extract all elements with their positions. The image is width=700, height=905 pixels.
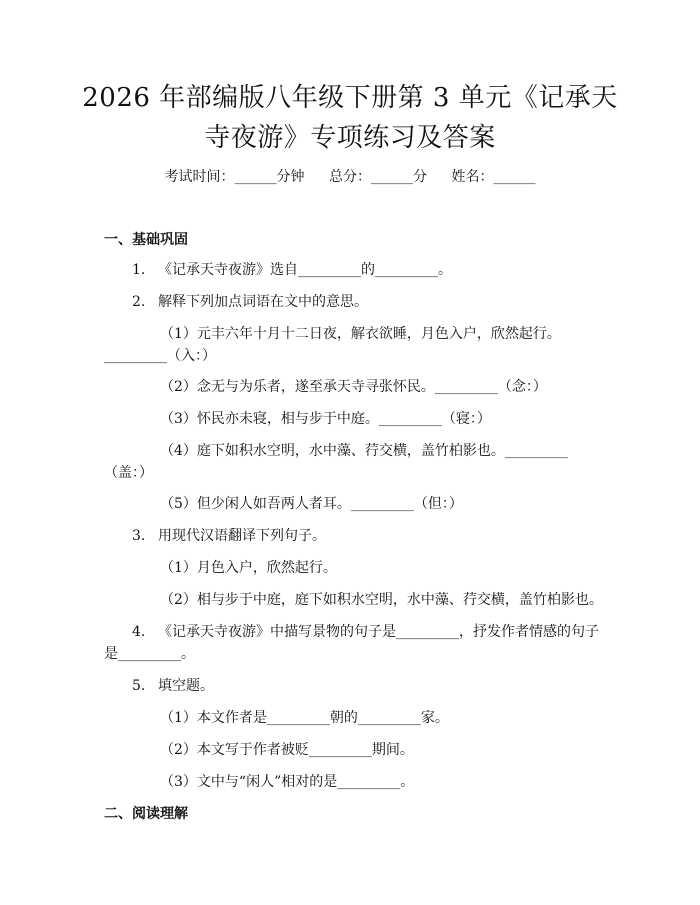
exam-time-field: 考试时间：______分钟 [164, 169, 305, 185]
question-5 [132, 675, 214, 697]
question-text: 《记承天寺夜游》选自_________的_________。 [158, 262, 452, 278]
question-text: 解释下列加点词语在文中的意思。 [158, 294, 368, 310]
question-number: 5. [132, 678, 146, 694]
question-5-item-3: （3）文中与“闲人”相对的是_________。 [160, 774, 415, 790]
question-text: 填空题。 [158, 678, 214, 694]
question-2-item-2: （2）念无与为乐者，遂至承天寺寻张怀民。_________（念：） [160, 379, 547, 395]
question-3-item-1: （1）月色入户，欣然起行。 [160, 560, 337, 576]
section-heading-basics: 一、基础巩固 [104, 232, 188, 248]
question-5-item-2: （2）本文写于作者被贬_________期间。 [160, 742, 414, 758]
question-4-cont: 是_________。 [104, 646, 195, 662]
question-2 [132, 291, 368, 313]
question-5-item-1: （1）本文作者是_________朝的_________家。 [160, 710, 449, 726]
question-2-item-3: （3）怀民亦未寝，相与步于中庭。_________（寝：） [160, 411, 491, 427]
question-2-item-1: （1）元丰六年十月十二日夜，解衣欲睡，月色入户，欣然起行。 [160, 326, 561, 342]
question-2-item-4: （4）庭下如积水空明，水中藻、荇交横，盖竹柏影也。_________ [160, 443, 568, 459]
question-2-item-5: （5）但少闲人如吾两人者耳。_________（但：） [160, 496, 463, 512]
question-3 [132, 525, 326, 547]
question-text: 用现代汉语翻译下列句子。 [158, 528, 326, 544]
exam-info [0, 166, 700, 188]
question-4 [132, 621, 599, 643]
question-number: 2. [132, 294, 146, 310]
exam-name-field: 姓名：______ [451, 169, 536, 185]
question-number: 4. [132, 624, 146, 640]
question-number: 3. [132, 528, 146, 544]
question-3-item-2: （2）相与步于中庭，庭下如积水空明，水中藻、荇交横，盖竹柏影也。 [160, 592, 603, 608]
document-title-line-2: 寺夜游》专项练习及答案 [204, 123, 496, 153]
question-text: 《记承天寺夜游》中描写景物的句子是_________，抒发作者情感的句子 [158, 624, 599, 640]
document-title-line-1: 2026 年部编版八年级下册第 3 单元《记承天 [82, 83, 618, 113]
question-2-item-1-cont: _________（入：） [104, 348, 216, 364]
section-heading-reading: 二、阅读理解 [104, 806, 188, 822]
question-1 [132, 259, 452, 281]
exam-score-field: 总分：______分 [329, 169, 427, 185]
question-number: 1. [132, 262, 146, 278]
question-2-item-4-cont: （盖：） [104, 465, 153, 481]
